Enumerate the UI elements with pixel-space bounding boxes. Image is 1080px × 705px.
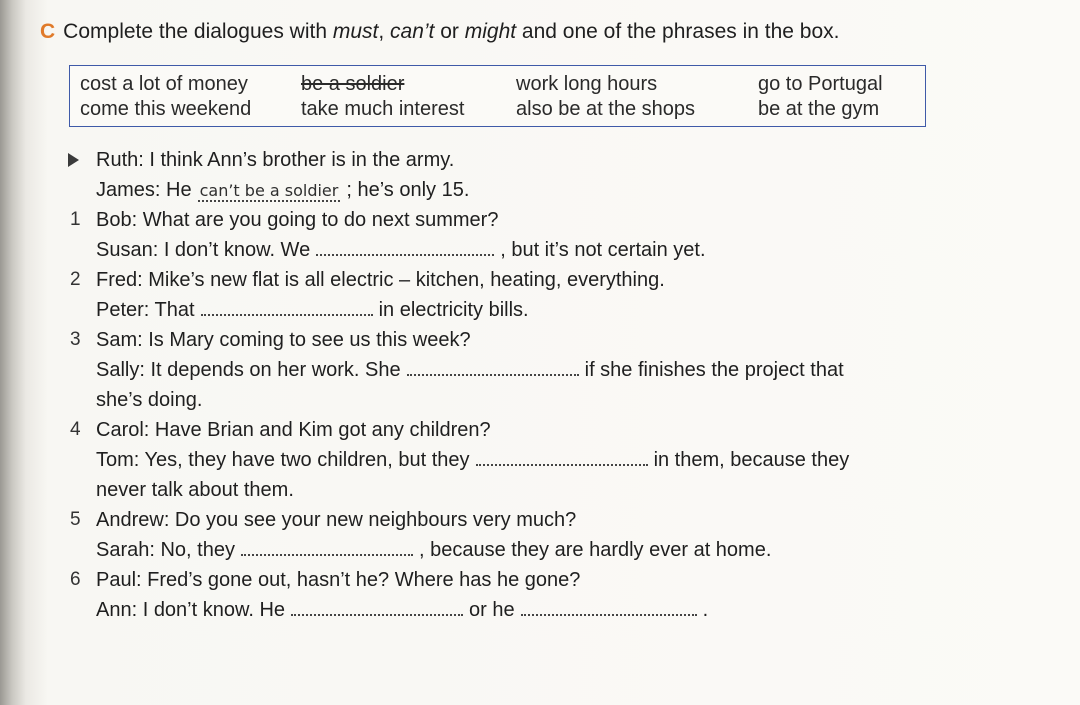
dialogue-3-line-3: she’s doing. — [96, 389, 203, 411]
instruction-sep-1: , — [378, 20, 391, 43]
phrase-item: be at the gym — [758, 98, 880, 120]
phrase-item: also be at the shops — [516, 98, 696, 120]
phrase-item: take much interest — [301, 98, 465, 120]
example-line-end: ; he’s only 15. — [346, 179, 470, 201]
modal-must: must — [332, 20, 379, 43]
phrase-item: cost a lot of money — [80, 73, 248, 95]
answer-blank-4[interactable] — [476, 448, 648, 466]
dialogue-3-line-2 — [96, 357, 844, 383]
dialogue-2-line-2 — [96, 297, 529, 323]
dialogue-2-speaker-text: Peter: That — [96, 299, 195, 321]
instruction-post: and one of the phrases in the box. — [516, 20, 840, 43]
dialogue-number: 1 — [70, 209, 81, 230]
dialogue-6-line-2 — [96, 597, 708, 623]
dialogue-1-speaker-text: Susan: I don’t know. We — [96, 239, 311, 261]
dialogue-1-line-end: , but it’s not certain yet. — [500, 239, 706, 261]
dialogue-4-speaker-text: Tom: Yes, they have two children, but they — [96, 449, 470, 471]
dialogue-3-line-1: Sam: Is Mary coming to see us this week? — [96, 329, 471, 351]
phrase-item: work long hours — [516, 73, 658, 95]
answer-blank-2[interactable] — [201, 298, 373, 316]
exercise-heading — [40, 18, 840, 46]
phrase-item: come this weekend — [80, 98, 252, 120]
answer-blank-6a[interactable] — [291, 598, 463, 616]
dialogue-3-speaker-text: Sally: It depends on her work. She — [96, 359, 401, 381]
answer-blank-5[interactable] — [241, 538, 413, 556]
phrase-box — [69, 65, 926, 127]
example-arrow-icon — [68, 153, 79, 167]
exercise-letter: C — [40, 20, 56, 43]
modal-cant: can’t — [390, 20, 435, 43]
answer-blank-6b[interactable] — [521, 598, 697, 616]
dialogue-6-line-end: . — [702, 599, 709, 621]
dialogue-6-line-1: Paul: Fred’s gone out, hasn’t he? Where has he gone? — [96, 569, 581, 591]
example-speaker-text: James: He — [96, 179, 192, 201]
answer-blank-3[interactable] — [407, 358, 579, 376]
phrase-item-struck: be a soldier — [301, 73, 405, 95]
example-line-1: Ruth: I think Ann’s brother is in the army. — [96, 149, 455, 171]
dialogue-6-speaker-text: Ann: I don’t know. He — [96, 599, 286, 621]
dialogue-6-line-mid: or he — [469, 599, 515, 621]
dialogue-5-line-1: Andrew: Do you see your new neighbours very much? — [96, 509, 577, 531]
example-answer: can’t be a soldier — [199, 181, 339, 200]
dialogue-4-line-3: never talk about them. — [96, 479, 294, 501]
dialogue-5-speaker-text: Sarah: No, they — [96, 539, 235, 561]
modal-might: might — [464, 20, 517, 43]
dialogue-5-line-end: , because they are hardly ever at home. — [418, 539, 772, 561]
dialogue-number: 2 — [70, 269, 81, 290]
dialogue-number: 5 — [70, 509, 81, 530]
dialogue-2-line-1: Fred: Mike’s new flat is all electric – kitchen, heating, everything. — [96, 269, 665, 291]
dialogue-4-line-1: Carol: Have Brian and Kim got any children? — [96, 419, 491, 441]
instruction-sep-2: or — [434, 20, 465, 43]
dialogue-1-line-1: Bob: What are you going to do next summer? — [96, 209, 499, 231]
phrase-item: go to Portugal — [758, 73, 883, 95]
dialogue-4-line-2 — [96, 447, 849, 473]
dialogue-number: 3 — [70, 329, 81, 350]
dialogue-2-line-end: in electricity bills. — [378, 299, 529, 321]
instruction-pre: Complete the dialogues with — [63, 20, 333, 43]
dialogue-number: 4 — [70, 419, 81, 440]
answer-blank-1[interactable] — [316, 238, 494, 256]
dialogue-5-line-2 — [96, 537, 771, 563]
example-line-2 — [96, 177, 469, 204]
dialogue-number: 6 — [70, 569, 81, 590]
dialogue-4-line-end: in them, because they — [653, 449, 850, 471]
dialogue-3-line-end: if she finishes the project that — [584, 359, 844, 381]
dialogue-1-line-2 — [96, 237, 706, 263]
